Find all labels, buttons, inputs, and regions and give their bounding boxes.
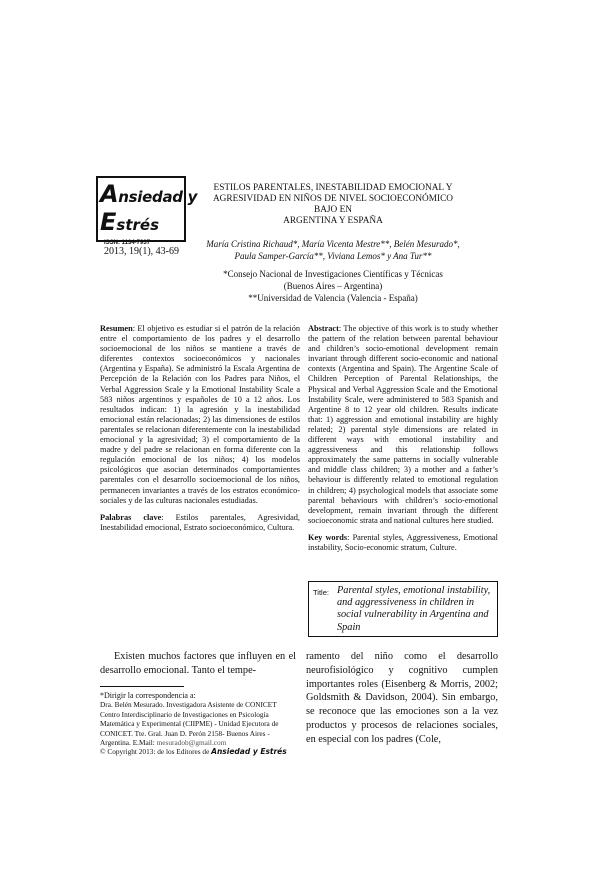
english-title-box (308, 581, 498, 637)
footnote-rule (100, 686, 184, 687)
key-words: : Parental styles, Aggressiveness, Emotional instability, Socio-economic stratum, Culture. (308, 532, 498, 552)
email-link[interactable]: mesuradob@gmail.com (156, 738, 227, 748)
abstract-text: : The objective of this work is to study whether the pattern of the relation between parental behaviour and children’s socio-emotional development remain invariant through different socio-economic and national contexts (Argentina and Spain). The Argentine Scale of Children Perception of Parental Relationships, the Physical and Verbal Aggression Scale and the Emotional Instability Scale, were administered to 583 Spanish and Argentine 8 to 12 year old children. Results indicate that: 1) aggression and emotional instability are highly related; 2) parental style dimensions are related in different ways with emotional instability and aggressiveness and this relationship follows approximately the same patterns in socially vulnerable and middle class children; 3) a mother and a father’s behaviour is differently related to emotional regulation in children; 4) psychological models that associate some parental behaviours with children’s socio-emotional development, remain invariant through the different socioeconomic strata and national cultures here studied. (308, 324, 498, 525)
affiliations: *Consejo Nacional de Investigaciones Científicas y Técnicas (Buenos Aires – Argentina) **Universidad de Valencia (Valencia - España) (223, 269, 443, 303)
logo-text-line2: Estrés (100, 208, 160, 236)
copyright-journal-name: Ansiedad y Estrés (211, 747, 287, 757)
correspondence-footnote: *Dirigir la correspondencia a: Dra. Belén Mesurado. Investigadora Asistente de CONICET Centro Interdisciplinario de Investigaciones en Psicología Matemática y Experimental (CIIPME) - Unidad Ejecutora de CONICET. Tte. Gral. Juan D. Perón 2158- Buenos Aires - Argentina. E.Mail: mesuradob@gmail.com © Copyright 2013: de los Editores de Ansiedad y Estrés (100, 691, 287, 757)
english-title-text: Parental styles, emotional instability, and aggressiveness in children in social vulnerability in Argentina and Spain (337, 585, 491, 633)
abstract (308, 324, 498, 553)
abstract-label: Abstract (308, 324, 339, 333)
key-words-label: Key words (308, 532, 348, 542)
resumen-label: Resumen (100, 324, 133, 333)
resumen-text: : El objetivo es estudiar si el patrón de la relación entre el comportamiento de los padres y el desarrollo socioemocional de los niños se mantiene a través de diferentes contextos socioeconómicos y nacionales (Argentina y España). Se administró la Escala Argentina de Percepción de la Relación con los Padres para Niños, el Verbal Aggression Scale y la Emotional Instability Scale a 583 niños argentinos y españoles de 10 a 12 años. Los resultados indican: 1) la agresión y la inestabilidad emocional están relacionadas; 2) las dimensiones de estilos parentales se relacionan diferentemente con la inestabilidad emocional y la agresividad; 3) el comportamiento de la madre y del padre se relacionan en forma diferente con la regulación emocional de los niños; 4) los modelos psicológicos que asocian determinados comportamientes parentales con el desarrollo socioemocional de los niños, permanecen invariantes a través de los estratos económico-sociales y de las culturas nacionales estudiadas. (100, 324, 300, 505)
journal-logo (96, 176, 198, 254)
palabras-clave: : Estilos parentales, Agresividad, Inestabilidad emocional, Estrato socioeconómico, Cultura. (100, 512, 300, 532)
english-title-label: Title: (313, 588, 329, 597)
body-text-right: ramento del niño como el desarrollo neurofisiológico y cognitivo cumplen importantes roles (Eisenberg & Morris, 2002; Goldsmith & Davidson, 2004). Sin embargo, se reconoce que las emociones son a la vez productos y procesos de relaciones sociales, en especial con los padres (Cole, (306, 651, 498, 745)
authors: María Cristina Richaud*, María Vicenta Mestre**, Belén Mesurado*, Paula Samper-García**, Viviana Lemos* y Ana Tur** (206, 239, 460, 261)
citation: 2013, 19(1), 43-69 (104, 246, 179, 257)
body-text-left: Existen muchos factores que influyen en el desarrollo emocional. Tanto el tempe- (100, 651, 296, 676)
resumen (100, 324, 300, 533)
palabras-clave-label: Palabras clave (100, 512, 162, 522)
logo-text-line1: Ansiedad y (100, 180, 198, 208)
article-title: ESTILOS PARENTALES, INESTABILIDAD EMOCIONAL Y AGRESIVIDAD EN NIÑOS DE NIVEL SOCIOECONÓMICO BAJO EN ARGENTINA Y ESPAÑA (212, 183, 454, 226)
issn: ISSN: 1134-7937 (104, 240, 151, 246)
